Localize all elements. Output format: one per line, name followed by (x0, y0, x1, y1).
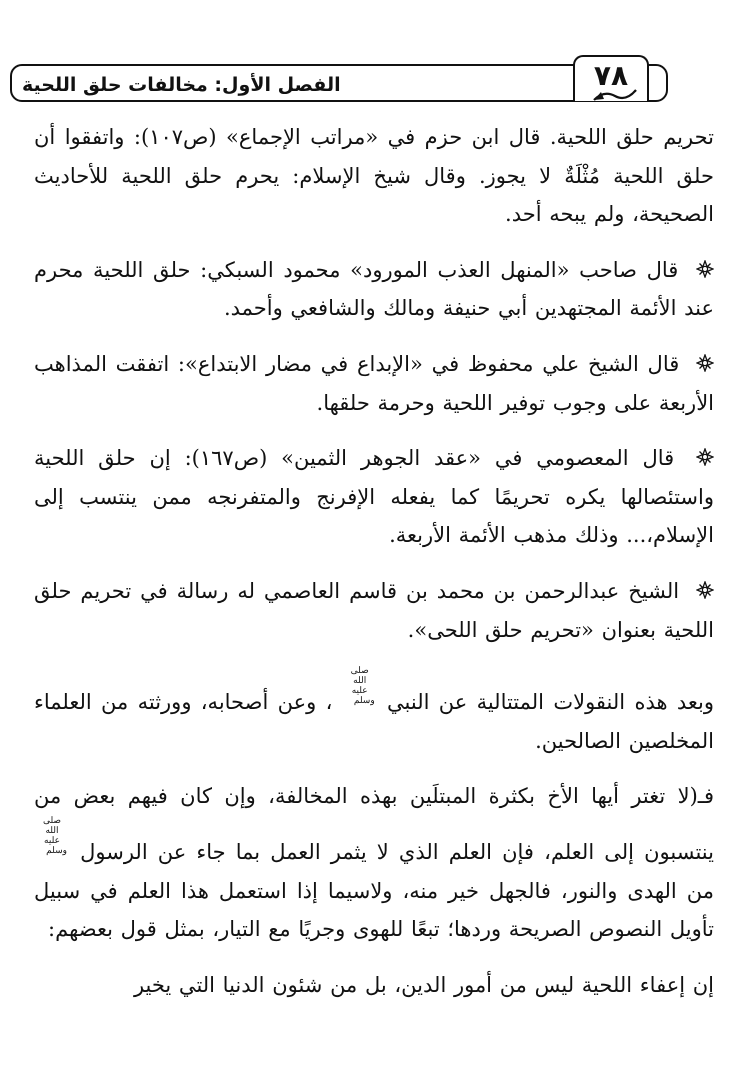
paragraph-7 (34, 777, 714, 948)
paragraph-5-text: الشيخ عبدالرحمن بن محمد بن قاسم العاصمي له رسالة في تحريم حلق اللحية بعنوان «تحريم حلق اللحى». (34, 578, 714, 642)
paragraph-2 (34, 251, 714, 328)
paragraph-7-text-after: من الهدى والنور، فالجهل خير منه، ولاسيما إذا استعمل هذا العلم في سبيل تأويل النصوص الصريحة وردها؛ تبعًا للهوى وجريًا مع التيار، بمثل قول بعضهم: (34, 878, 714, 942)
page-number: ٧٨ (593, 59, 629, 92)
flower-bullet-icon (696, 581, 714, 599)
paragraph-6-text-after: ، وعن أصحابه، وورثته من العلماء المخلصين الصالحين. (34, 690, 714, 753)
paragraph-4 (34, 439, 714, 555)
paragraph-3 (34, 345, 714, 422)
paragraph-3-text: قال الشيخ علي محفوظ في «الإبداع في مضار الابتداع»: اتفقت المذاهب الأربعة على وجوب توفير اللحية وحرمة حلقها. (34, 351, 714, 415)
paragraph-1 (34, 118, 714, 234)
paragraph-6-text-before: وبعد هذه النقولات المتتالية عن النبي (387, 690, 714, 715)
flower-bullet-icon (696, 448, 714, 466)
paragraph-1-text: تحريم حلق اللحية. قال ابن حزم في «مراتب الإجماع» (ص١٠٧): واتفقوا أن حلق اللحية مُثْلَةٌ لا يجوز. وقال شيخ الإسلام: يحرم حلق اللحية للأحاديث الصحيحة، ولم يبحه أحد. (34, 125, 715, 227)
paragraph-6 (34, 666, 714, 760)
paragraph-8-text: إن إعفاء اللحية ليس من أمور الدين، بل من شئون الدنيا التي يخير (133, 972, 714, 997)
paragraph-5 (34, 572, 714, 649)
chapter-title: الفصل الأول: مخالفات حلق اللحية (22, 74, 341, 96)
salla-honorific: صلى الله عليه وسلم (350, 666, 375, 707)
salla-honorific: صلى الله عليه وسلم (42, 815, 67, 856)
paragraph-2-text: قال صاحب «المنهل العذب المورود» محمود السبكي: حلق اللحية محرم عند الأئمة المجتهدين أبي حنيفة ومالك والشافعي وأحمد. (34, 257, 714, 321)
flower-bullet-icon (696, 354, 714, 372)
paragraph-8 (34, 966, 714, 1005)
flower-bullet-icon (696, 260, 714, 278)
page-content (34, 118, 714, 1004)
paragraph-4-text: قال المعصومي في «عقد الجوهر الثمين» (ص١٦٧): إن حلق اللحية واستئصالها يكره تحريمًا كما يفعله الإفرنج والمتفرنجه ممن ينتسب إلى الإسلام،... وذلك مذهب الأئمة الأربعة. (34, 446, 714, 548)
paragraph-7-text-before: فـ(لا تغتر أيها الأخ بكثرة المبتلَين بهذه المخالفة، وإن كان فيهم بعض من ينتسبون إلى العلم، فإن العلم الذي لا يثمر العمل بما جاء عن الرسول (34, 784, 714, 864)
